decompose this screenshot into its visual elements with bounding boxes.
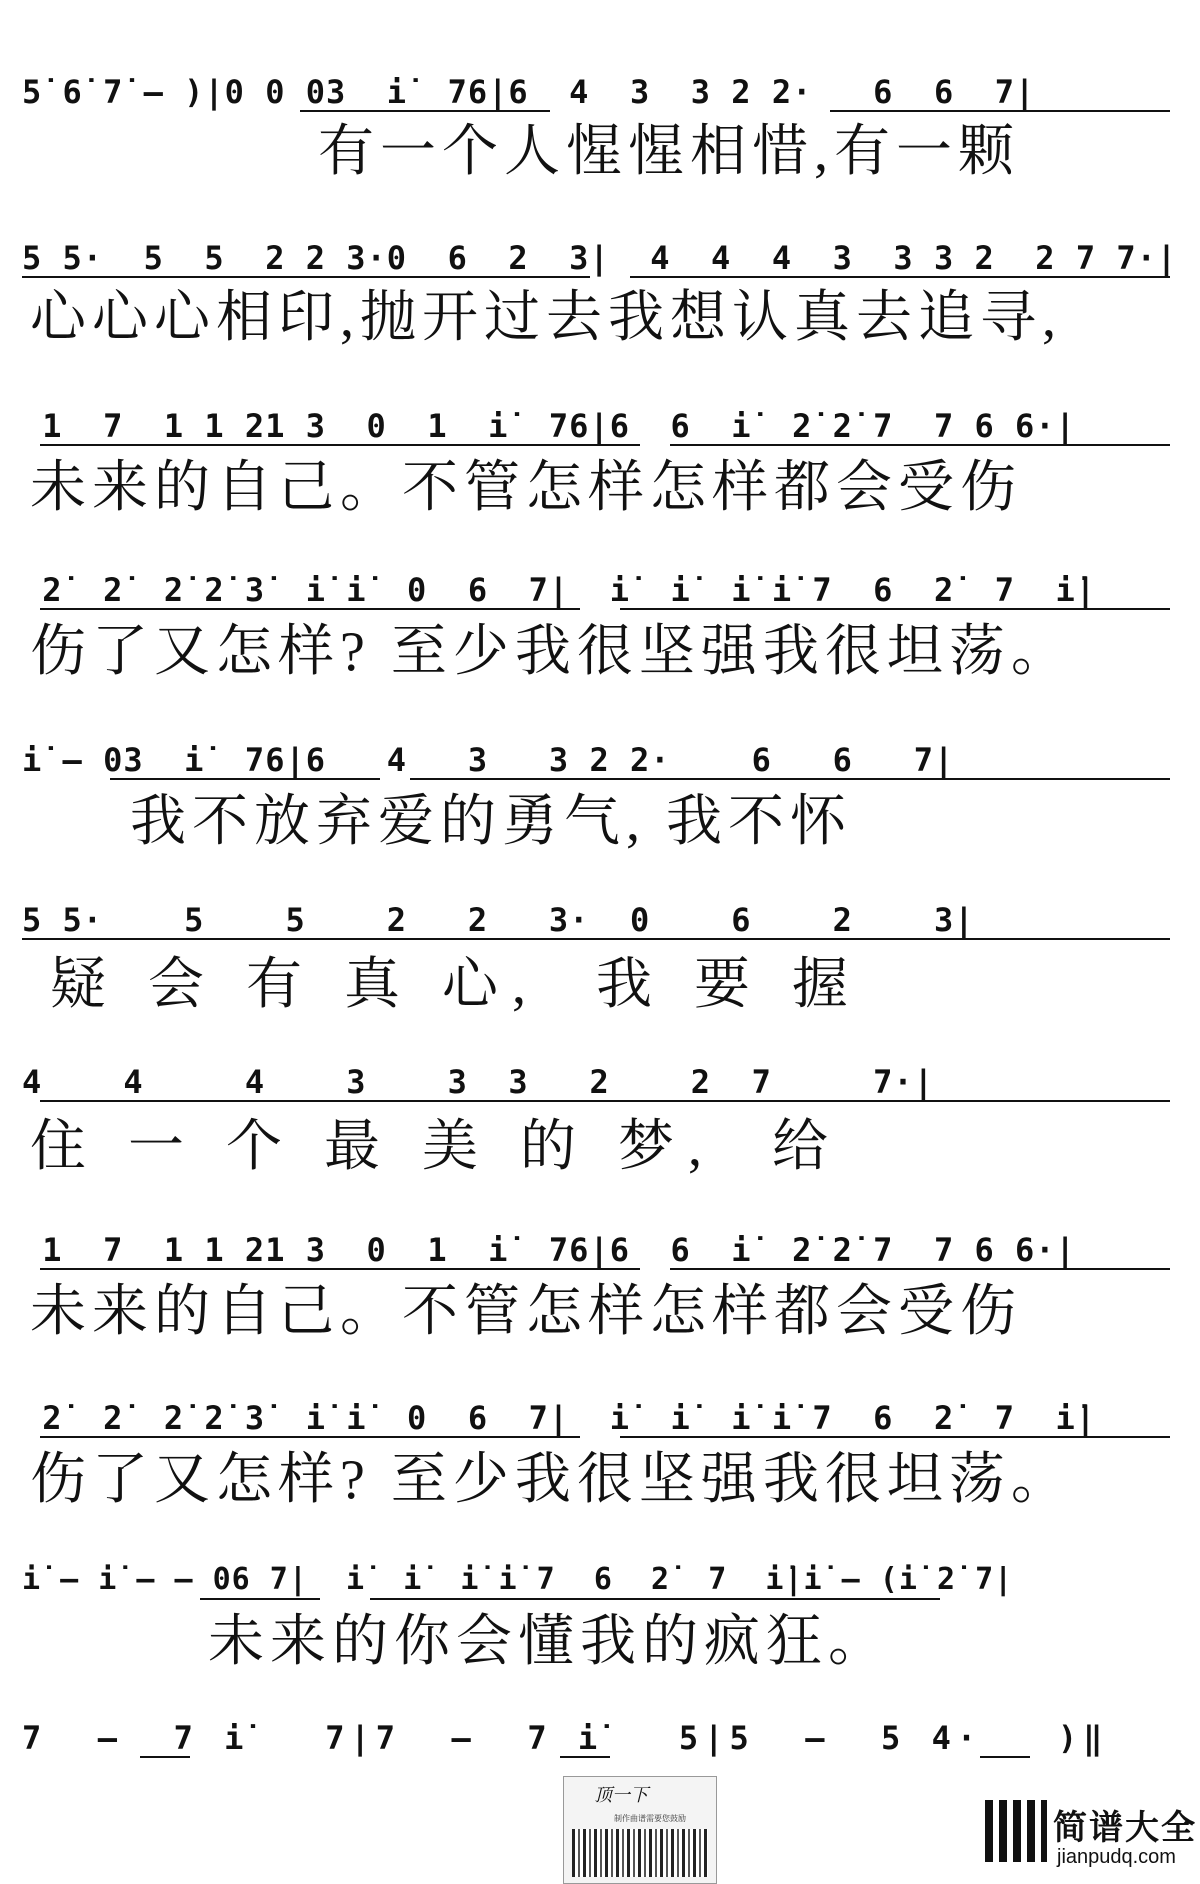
beam <box>670 444 1170 449</box>
beam <box>670 1268 1170 1273</box>
beam <box>630 276 1170 281</box>
stamp-note: 制作曲谱需要您鼓励 <box>614 1814 686 1823</box>
lyric-row-4: 伤了又怎样? 至少我很坚强我很坦荡。 <box>30 621 1073 683</box>
brand-name: 简谱大全 <box>1053 1808 1197 1848</box>
notation-row-6: 5 5· 5 5 2 2 3· 0 6 2 3| <box>22 901 975 939</box>
beam <box>200 1598 320 1603</box>
beam <box>40 1436 580 1441</box>
beam <box>40 1268 640 1273</box>
piano-icon <box>985 1800 1047 1862</box>
notation-row-4: 2̇ 2̇ 2̇ 2̇ 3̇ i̇ i̇ 0 6 7| i̇ i̇ i̇ i̇ 7 6 2̇ 7 i̇| <box>22 571 1097 609</box>
lyric-row-5: 我不放弃爱的勇气, 我不怀 <box>130 791 852 853</box>
lyric-row-8: 未来的自己。不管怎样怎样都会受伤 <box>30 1281 1022 1343</box>
stamp-title: 顶一下 <box>594 1785 648 1805</box>
notation-row-11: 7 – 7 i̇ 7|7 – 7 i̇ 5|5 – 5 4· )‖ <box>22 1719 1109 1757</box>
beam <box>110 778 380 783</box>
lyric-row-7: 住 一 个 最 美 的 梦, 给 <box>30 1116 842 1178</box>
beam <box>830 110 1170 115</box>
like-stamp <box>563 1776 717 1884</box>
notation-row-7: 4 4 4 3 3 3 2 2 7 7·| <box>22 1063 934 1101</box>
lyric-row-6: 疑 会 有 真 心, 我 要 握 <box>50 954 862 1016</box>
beam <box>490 110 550 115</box>
brand-logo <box>985 1800 1200 1882</box>
notation-row-3: 1 7 1 1 21 3 0 1 i̇ 76|6 6 i̇ 2̇ 2̇ 7 7 6 6·| <box>22 407 1076 445</box>
beam <box>620 1436 1170 1441</box>
beam <box>300 110 520 115</box>
beam <box>40 608 580 613</box>
notation-row-8: 1 7 1 1 21 3 0 1 i̇ 76|6 6 i̇ 2̇ 2̇ 7 7 6 6·| <box>22 1231 1076 1269</box>
beam <box>22 276 590 281</box>
beam <box>620 608 1170 613</box>
beam <box>40 1100 1170 1105</box>
lyric-row-10: 未来的你会懂我的疯狂。 <box>208 1611 890 1673</box>
notation-row-1: 5̇ 6̇ 7̇ – )|0 0 03 i̇ 76|6 4 3 3 2 2· 6 6 7| <box>22 73 1036 111</box>
beam <box>40 444 640 449</box>
beam <box>560 1756 610 1761</box>
beam <box>370 1598 940 1603</box>
notation-row-9: 2̇ 2̇ 2̇ 2̇ 3̇ i̇ i̇ 0 6 7| i̇ i̇ i̇ i̇ 7 6 2̇ 7 i̇| <box>22 1399 1097 1437</box>
qr-code-icon <box>572 1829 708 1877</box>
notation-row-2: 5 5· 5 5 2 2 3·0 6 2 3| 4 4 4 3 3 3 2 2 7 7·| <box>22 239 1178 277</box>
lyric-row-9: 伤了又怎样? 至少我很坚强我很坦荡。 <box>30 1449 1073 1511</box>
lyric-row-2: 心心心相印,抛开过去我想认真去追寻, <box>30 287 1062 349</box>
beam <box>980 1756 1030 1761</box>
beam <box>22 938 1170 943</box>
notation-row-5: i̇ – 03 i̇ 76|6 4 3 3 2 2· 6 6 7| <box>22 741 955 779</box>
beam <box>410 778 1170 783</box>
brand-url: jianpudq.com <box>1057 1846 1176 1868</box>
lyric-row-1: 有一个人惺惺相惜,有一颗 <box>318 121 1020 183</box>
beam <box>140 1756 190 1761</box>
notation-row-10: i̇ – i̇ – – 06 7| i̇ i̇ i̇ i̇ 7 6 2̇ 7 i̇|i̇ – (i̇ 2̇ 7| <box>22 1562 1014 1597</box>
lyric-row-3: 未来的自己。不管怎样怎样都会受伤 <box>30 457 1022 519</box>
